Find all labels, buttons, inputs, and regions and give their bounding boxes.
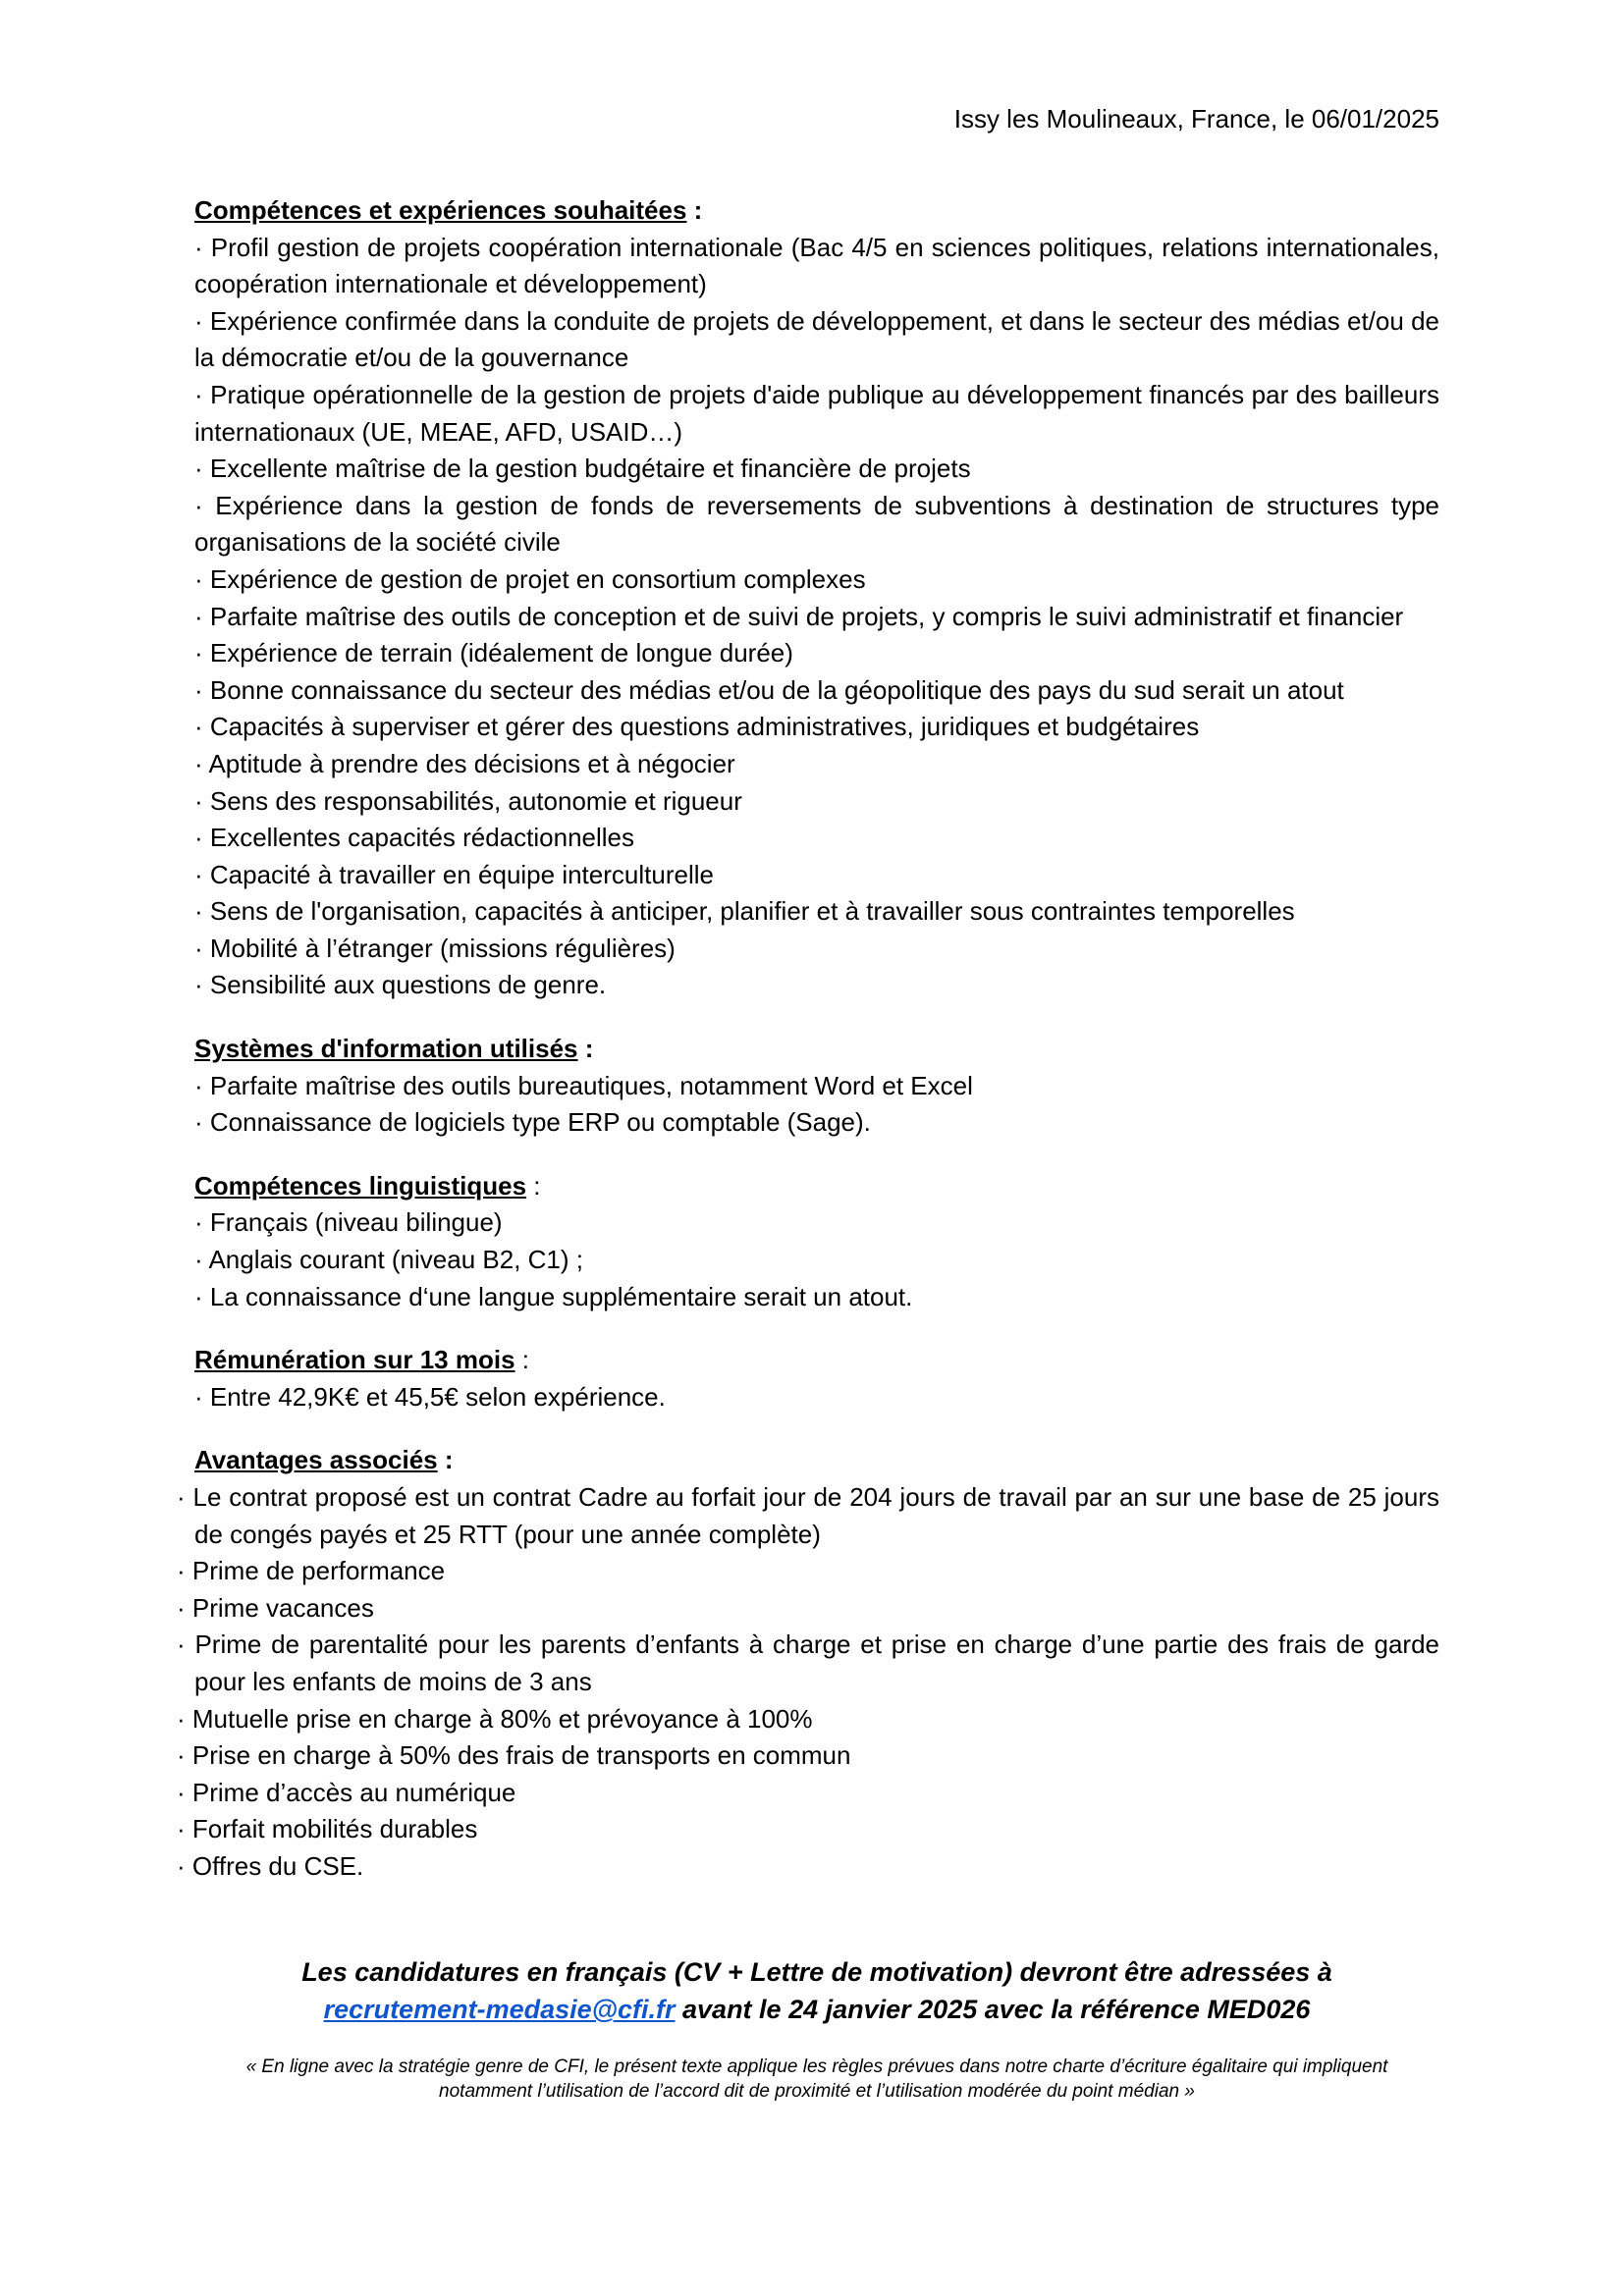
- closing-deadline: avant le 24 janvier 2025 avec la référence MED026: [675, 1995, 1311, 2024]
- list-item: · Prime d’accès au numérique: [177, 1777, 516, 1807]
- heading-text: Rémunération sur 13 mois: [194, 1345, 515, 1375]
- bullet-list: [194, 1068, 1439, 1142]
- date-line: Issy les Moulineaux, France, le 06/01/2025: [953, 104, 1439, 133]
- list-item: · Profil gestion de projets coopération internationale (Bac 4/5 en sciences politiques, relations internationales, coopération internationale et développement): [194, 232, 1439, 299]
- closing-line-2: [194, 1991, 1439, 2028]
- heading-colon: :: [514, 1345, 529, 1375]
- list-item: · Le contrat proposé est un contrat Cadre au forfait jour de 204 jours de travail par an sur une base de 25 jours de congés payés et 25 RTT (pour une année complète): [177, 1482, 1439, 1549]
- bullet-list: [194, 1379, 1439, 1416]
- heading-colon: :: [526, 1170, 541, 1201]
- closing-line-1: Les candidatures en français (CV + Lettre de motivation) devront être adressées à: [301, 1957, 1332, 1987]
- list-item: · Sensibilité aux questions de genre.: [194, 970, 607, 1000]
- section-heading: [194, 1442, 1439, 1479]
- email-link[interactable]: recrutement-medasie@cfi.fr: [323, 1995, 676, 2024]
- list-item: · Prise en charge à 50% des frais de transports en commun: [177, 1740, 851, 1771]
- list-item: · Français (niveau bilingue): [194, 1207, 503, 1238]
- bullet-list: [177, 1479, 1439, 1886]
- bullet-list: [194, 1204, 1439, 1315]
- heading-text: Systèmes d'information utilisés: [194, 1034, 578, 1064]
- list-item: · Excellente maîtrise de la gestion budgétaire et financière de projets: [194, 454, 971, 484]
- list-item: · Capacité à travailler en équipe interculturelle: [194, 859, 714, 889]
- list-item: · Anglais courant (niveau B2, C1) ;: [194, 1245, 583, 1275]
- list-item: · Expérience de gestion de projet en consortium complexes: [194, 563, 866, 594]
- list-item: · Parfaite maîtrise des outils de conception et de suivi de projets, y compris le suivi administratif et financier: [194, 601, 1404, 631]
- list-item: · Excellentes capacités rédactionnelles: [194, 823, 635, 853]
- list-item: · La connaissance d‘une langue supplémentaire serait un atout.: [194, 1281, 913, 1311]
- footnote-line-1: « En ligne avec la stratégie genre de CFI, le présent texte applique les règles prévues dans notre charte d’écriture égalitaire qui impliquent: [245, 2056, 1388, 2077]
- list-item: · Bonne connaissance du secteur des médias et/ou de la géopolitique des pays du sud serait un atout: [194, 674, 1344, 705]
- list-item: · Connaissance de logiciels type ERP ou comptable (Sage).: [194, 1107, 871, 1138]
- section-remuneration: [194, 1342, 1439, 1415]
- document-body: [177, 192, 1439, 1912]
- list-item: · Offres du CSE.: [177, 1850, 364, 1881]
- list-item: · Expérience dans la gestion de fonds de reversements de subventions à destination de structures type organisations de la société civile: [194, 490, 1439, 558]
- section-heading: [194, 1031, 1439, 1068]
- section-heading: [194, 1342, 1439, 1379]
- list-item: · Forfait mobilités durables: [177, 1814, 478, 1844]
- application-instructions: [194, 1953, 1439, 2028]
- section-competences: [194, 192, 1439, 1004]
- section-heading: [194, 192, 1439, 230]
- heading-text: Avantages associés: [194, 1445, 438, 1475]
- section-avantages: [177, 1442, 1439, 1885]
- bullet-list: [194, 230, 1439, 1004]
- footnote-line-2: notamment l’utilisation de l’accord dit de proximité et l’utilisation modérée du point médian »: [439, 2081, 1195, 2102]
- heading-colon: :: [437, 1445, 454, 1475]
- list-item: · Entre 42,9K€ et 45,5€ selon expérience.: [194, 1381, 666, 1412]
- section-systemes: [194, 1031, 1439, 1142]
- list-item: · Sens de l'organisation, capacités à anticiper, planifier et à travailler sous contraintes temporelles: [194, 896, 1295, 927]
- gender-writing-note: [194, 2055, 1439, 2104]
- section-heading: [194, 1168, 1439, 1205]
- list-item: · Mobilité à l’étranger (missions régulières): [194, 933, 676, 963]
- list-item: · Capacités à superviser et gérer des questions administratives, juridiques et budgétaires: [194, 712, 1200, 742]
- list-item: · Sens des responsabilités, autonomie et rigueur: [194, 785, 742, 816]
- list-item: · Aptitude à prendre des décisions et à négocier: [194, 748, 735, 778]
- heading-colon: :: [577, 1034, 594, 1064]
- heading-text: Compétences et expériences souhaitées: [194, 195, 687, 225]
- list-item: · Parfaite maîtrise des outils bureautiques, notamment Word et Excel: [194, 1070, 973, 1100]
- list-item: · Pratique opérationnelle de la gestion de projets d'aide publique au développement financés par des bailleurs internationaux (UE, MEAE, AFD, USAID…): [194, 379, 1439, 447]
- list-item: · Expérience confirmée dans la conduite de projets de développement, et dans le secteur des médias et/ou de la démocratie et/ou de la gouvernance: [194, 305, 1439, 373]
- heading-colon: :: [686, 195, 703, 225]
- list-item: · Prime de parentalité pour les parents d’enfants à charge et prise en charge d’une partie des frais de garde pour les enfants de moins de 3 ans: [177, 1629, 1439, 1696]
- list-item: · Mutuelle prise en charge à 80% et prévoyance à 100%: [177, 1703, 813, 1734]
- list-item: · Expérience de terrain (idéalement de longue durée): [194, 638, 793, 668]
- list-item: · Prime de performance: [177, 1556, 446, 1586]
- list-item: · Prime vacances: [177, 1592, 374, 1623]
- heading-text: Compétences linguistiques: [194, 1170, 527, 1201]
- section-langues: [194, 1168, 1439, 1315]
